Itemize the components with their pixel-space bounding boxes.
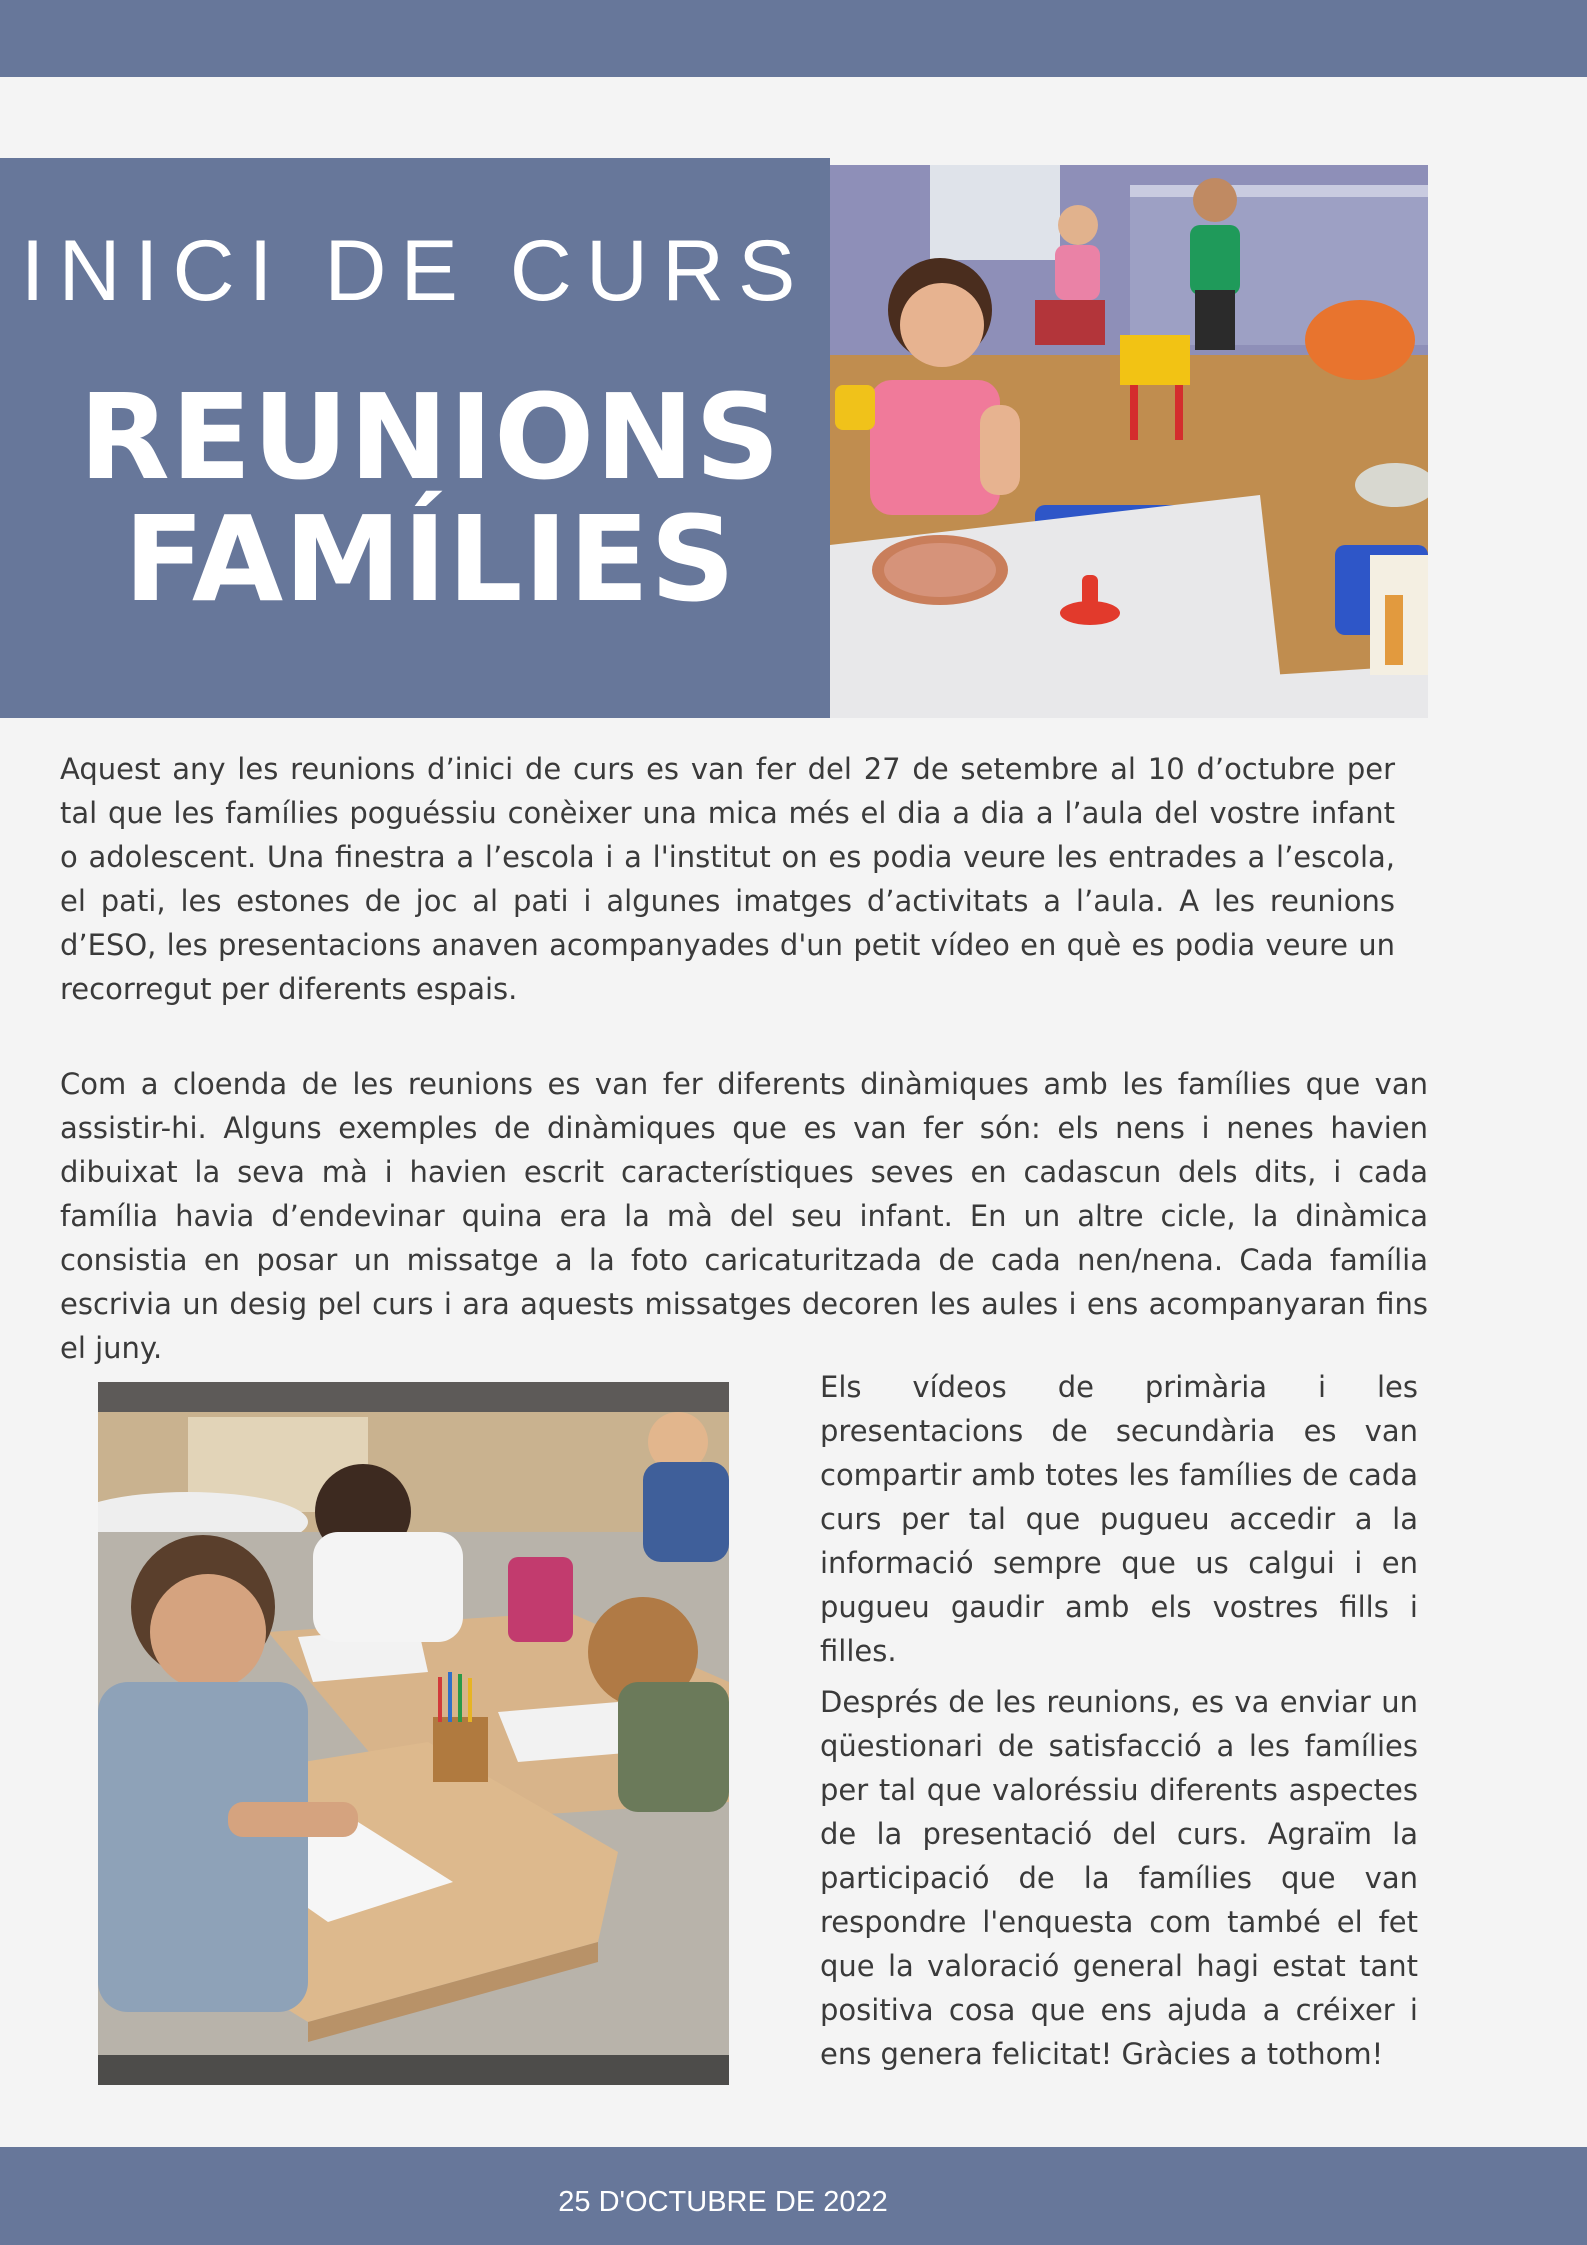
paragraph-survey: Després de les reunions, es va enviar un qüestionari de satisfacció a les famílies per tal que valoréssiu diferents aspectes de la presentació del curs. Agraïm la participació de la famílies que van respondre l'enquesta com també el fet que la valoració general hagi estat tant positiva cosa que ens ajuda a créixer i ens genera felicitat! Gràcies a tothom! xyxy=(820,1685,1418,2071)
classroom-photo-drawing xyxy=(98,1382,729,2085)
title-panel xyxy=(0,158,830,718)
page-kicker: INICI DE CURS xyxy=(20,223,810,319)
paragraph-dynamics: Com a cloenda de les reunions es van fer diferents dinàmiques amb les famílies que van assistir-hi. Alguns exemples de dinàmiques que es van fer són: els nens i nenes havien dibuixat la seva mà i havien escrit característiques seves en cadascun dels dits, i cada família havia d’endevinar quina era la mà del seu infant. En un altre cicle, la dinàmica consistia en posar un missatge a la foto caricaturitzada de cada nen/nena. Cada família escrivia un desig pel curs i ara aquests missatges decoren les aules i ens acompanyaran fins el juny. xyxy=(60,1067,1428,1365)
footer-date: 25 D'OCTUBRE DE 2022 xyxy=(558,2186,888,2218)
paragraph-videos: Els vídeos de primària i les presentacions de secundària es van compartir amb totes les famílies de cada curs per tal que pugueu accedir a la informació sempre que us calgui i en pugueu gaudir amb els vostres fills i filles. xyxy=(820,1370,1418,1668)
top-banner xyxy=(0,0,1587,77)
page-title xyxy=(0,368,860,628)
classroom-photo-toddlers xyxy=(830,165,1428,718)
title-line-2: FAMÍLIES xyxy=(123,490,737,628)
title-line-1: REUNIONS xyxy=(79,368,781,506)
paragraph-intro: Aquest any les reunions d’inici de curs es van fer del 27 de setembre al 10 d’octubre per tal que les famílies poguéssiu conèixer una mica més el dia a dia a l’aula del vostre infant o adolescent. Una finestra a l’escola i a l'institut on es podia veure les entrades a l’escola, el pati, les estones de joc al pati i algunes imatges d’activitats a l’aula. A les reunions d’ESO, les presentacions anaven acompanyades d'un petit vídeo en què es podia veure un recorregut per diferents espais. xyxy=(60,752,1395,1006)
